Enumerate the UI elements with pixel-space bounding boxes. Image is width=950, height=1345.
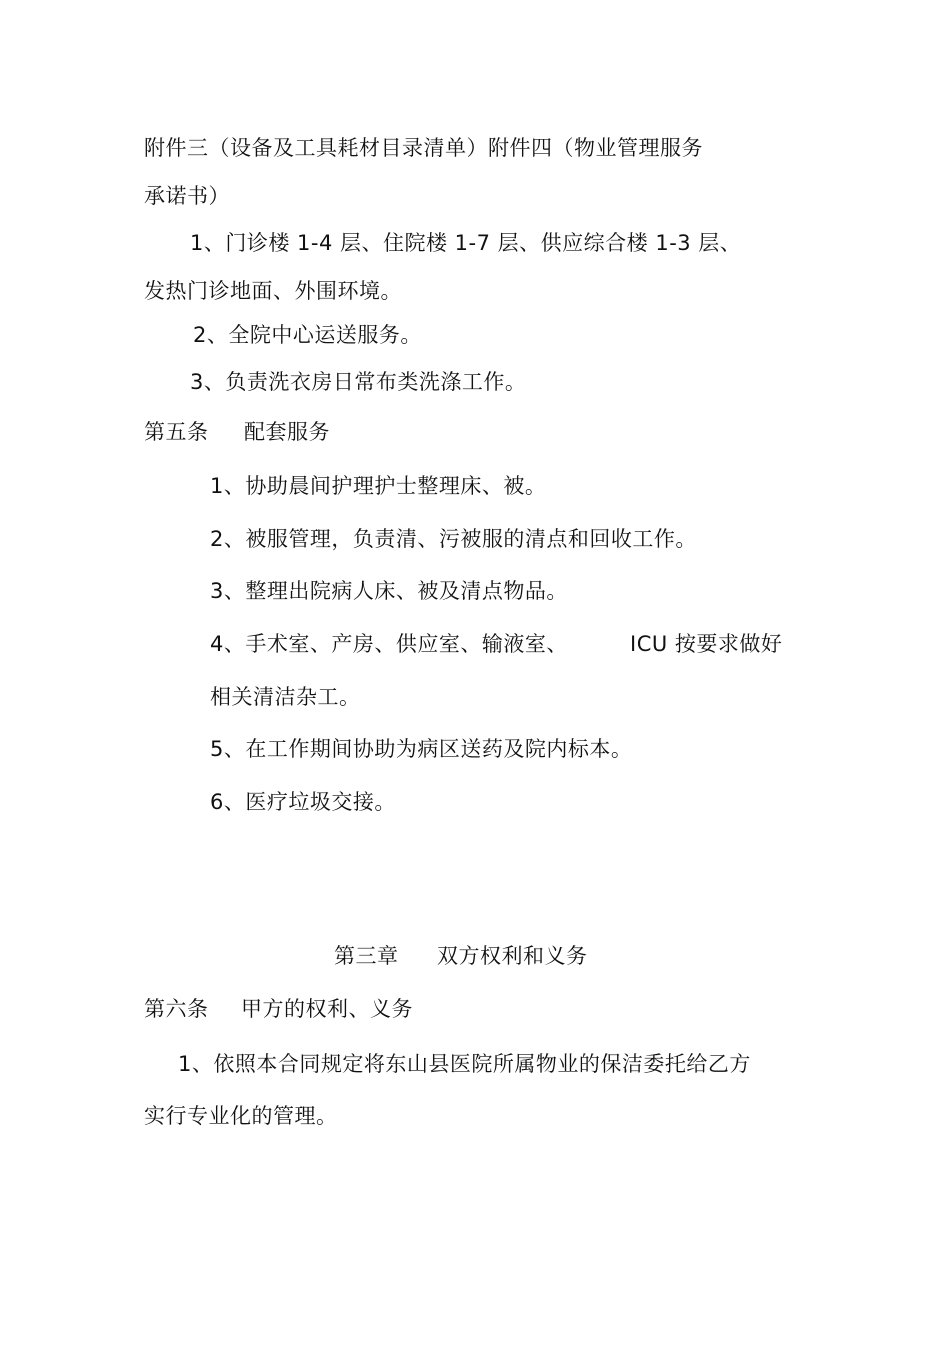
article-5-number: 第五条: [144, 420, 209, 444]
article-6-title: 甲方的权利、义务: [241, 997, 413, 1021]
service-item-4-icu: ICU 按要求做好: [630, 632, 783, 656]
scope-item-2: 2、全院中心运送服务。: [193, 323, 422, 347]
service-item-5: 5、在工作期间协助为病区送药及院内标本。: [210, 737, 633, 761]
service-item-1: 1、协助晨间护理护士整理床、被。: [210, 474, 547, 498]
chapter-3-title: 双方权利和义务: [437, 944, 588, 968]
service-item-4: 4、手术室、产房、供应室、输液室、: [210, 632, 568, 656]
service-item-2: 2、被服管理，负责清、污被服的清点和回收工作。: [210, 527, 697, 551]
rights-item-1-cont: 实行专业化的管理。: [144, 1104, 338, 1128]
rights-item-1: 1、依照本合同规定将东山县医院所属物业的保洁委托给乙方: [178, 1052, 751, 1076]
scope-item-3: 3、负责洗衣房日常布类洗涤工作。: [190, 370, 527, 394]
service-item-6: 6、医疗垃圾交接。: [210, 790, 396, 814]
article-5-title: 配套服务: [244, 420, 330, 444]
attachment-line: 附件三（设备及工具耗材目录清单）附件四（物业管理服务: [144, 136, 703, 160]
chapter-3-number: 第三章: [334, 944, 399, 968]
service-item-3: 3、整理出院病人床、被及清点物品。: [210, 579, 568, 603]
scope-item-1-cont: 发热门诊地面、外围环境。: [144, 279, 402, 303]
article-6-number: 第六条: [144, 997, 209, 1021]
attachment-line-cont: 承诺书）: [144, 184, 230, 208]
scope-item-1: 1、门诊楼 1-4 层、住院楼 1-7 层、供应综合楼 1-3 层、: [190, 231, 742, 255]
service-item-4-cont: 相关清洁杂工。: [210, 685, 361, 709]
